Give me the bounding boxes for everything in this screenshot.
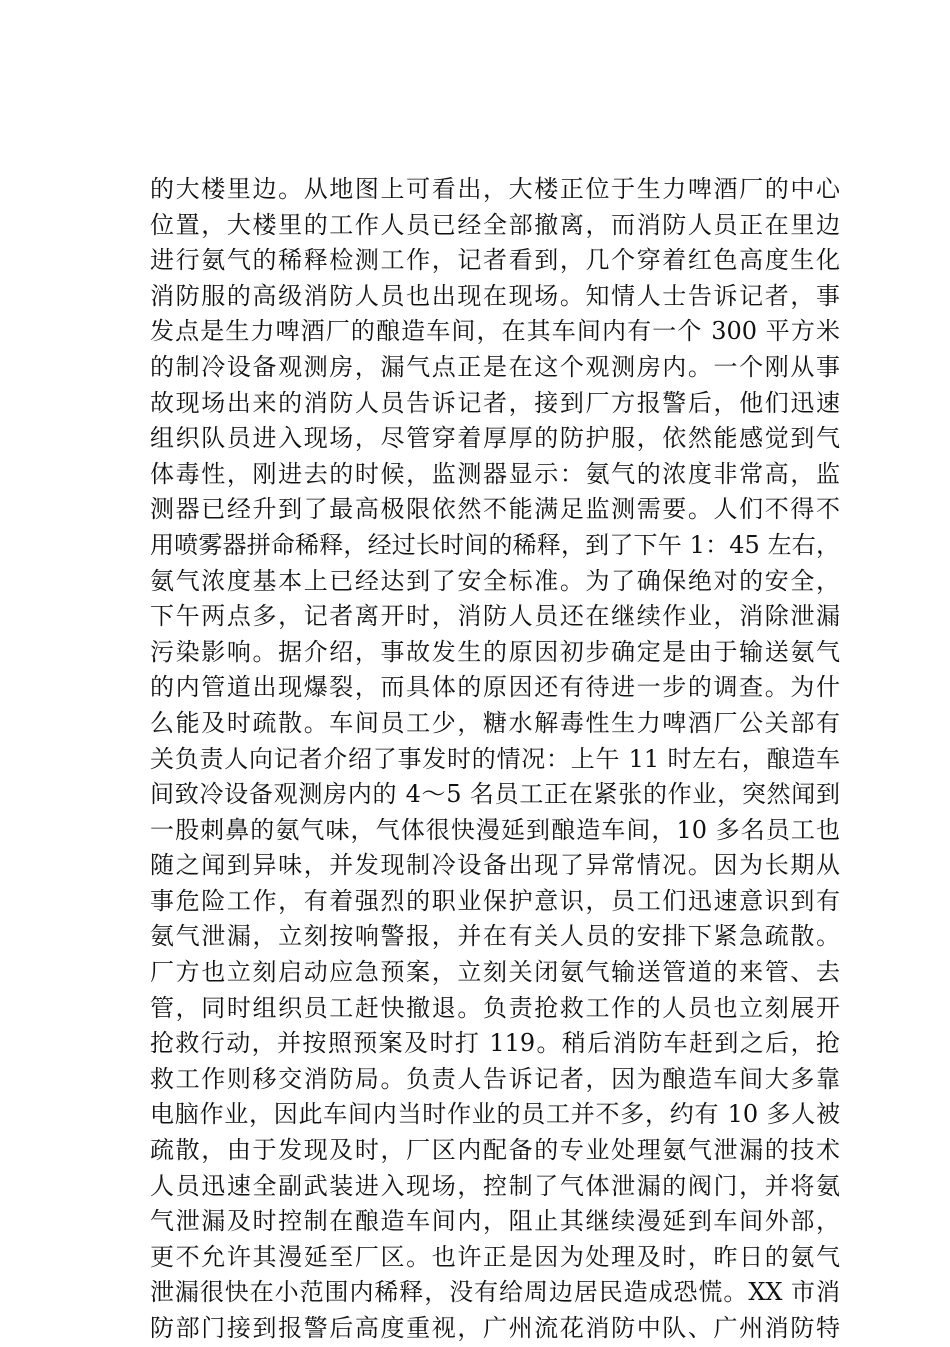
text-line: 氨气浓度基本上已经达到了安全标准。为了确保绝对的安全， xyxy=(150,566,840,595)
text-line: 消防服的高级消防人员也出现在现场。知情人士告诉记者，事 xyxy=(150,281,840,310)
body-text xyxy=(150,172,840,1347)
text-line: 救工作则移交消防局。负责人告诉记者，因为酿造车间大多靠 xyxy=(150,1064,840,1093)
text-line: 关负责人向记者介绍了事发时的情况：上午 11 时左右，酿造车 xyxy=(150,744,840,773)
text-line: 防部门接到报警后高度重视，广州流花消防中队、广州消防特 xyxy=(150,1314,840,1342)
text-line: 抢救行动，并按照预案及时打 119。稍后消防车赶到之后，抢 xyxy=(150,1029,840,1058)
text-line: 氨气泄漏，立刻按响警报，并在有关人员的安排下紧急疏散。 xyxy=(150,922,840,951)
text-line: 随之闻到异味，并发现制冷设备出现了异常情况。因为长期从 xyxy=(150,851,840,880)
text-line: 电脑作业，因此车间内当时作业的员工并不多，约有 10 多人被 xyxy=(150,1100,840,1129)
text-line: 下午两点多，记者离开时，消防人员还在继续作业，消除泄漏 xyxy=(150,602,840,631)
text-line: 用喷雾器拼命稀释，经过长时间的稀释，到了下午 1：45 左右， xyxy=(150,530,840,559)
text-line: 测器已经升到了最高极限依然不能满足监测需要。人们不得不 xyxy=(150,495,840,524)
text-line: 的大楼里边。从地图上可看出，大楼正位于生力啤酒厂的中心 xyxy=(150,175,840,203)
text-line: 泄漏很快在小范围内稀释，没有给周边居民造成恐慌。XX 市消 xyxy=(150,1278,840,1307)
text-line: 管，同时组织员工赶快撤退。负责抢救工作的人员也立刻展开 xyxy=(150,993,840,1022)
text-line: 组织队员进入现场，尽管穿着厚厚的防护服，依然能感觉到气 xyxy=(150,424,840,453)
text-line: 气泄漏及时控制在酿造车间内，阻止其继续漫延到车间外部， xyxy=(150,1207,840,1236)
text-line: 污染影响。据介绍，事故发生的原因初步确定是由于输送氨气 xyxy=(150,637,840,666)
text-line: 事危险工作，有着强烈的职业保护意识，员工们迅速意识到有 xyxy=(150,886,840,915)
text-line: 发点是生力啤酒厂的酿造车间，在其车间内有一个 300 平方米 xyxy=(150,317,840,346)
text-line: 位置，大楼里的工作人员已经全部撤离，而消防人员正在里边 xyxy=(150,210,840,239)
text-line: 人员迅速全副武装进入现场，控制了气体泄漏的阀门，并将氨 xyxy=(150,1171,840,1200)
text-line: 疏散，由于发现及时，厂区内配备的专业处理氨气泄漏的技术 xyxy=(150,1136,840,1165)
text-line: 故现场出来的消防人员告诉记者，接到厂方报警后，他们迅速 xyxy=(150,388,840,417)
text-line: 的内管道出现爆裂，而具体的原因还有待进一步的调查。为什 xyxy=(150,673,840,702)
text-line: 厂方也立刻启动应急预案，立刻关闭氨气输送管道的来管、去 xyxy=(150,958,840,987)
text-line: 间致冷设备观测房内的 4～5 名员工正在紧张的作业，突然闻到 xyxy=(150,780,840,809)
text-line: 进行氨气的稀释检测工作，记者看到，几个穿着红色高度生化 xyxy=(150,246,840,275)
text-line: 体毒性，刚进去的时候，监测器显示：氨气的浓度非常高，监 xyxy=(150,459,840,488)
text-line: 的制冷设备观测房，漏气点正是在这个观测房内。一个刚从事 xyxy=(150,352,840,381)
text-line: 么能及时疏散。车间员工少，糖水解毒性生力啤酒厂公关部有 xyxy=(150,708,840,737)
text-line: 更不允许其漫延至厂区。也许正是因为处理及时，昨日的氨气 xyxy=(150,1242,840,1271)
text-line: 一股刺鼻的氨气味，气体很快漫延到酿造车间，10 多名员工也 xyxy=(150,815,840,844)
